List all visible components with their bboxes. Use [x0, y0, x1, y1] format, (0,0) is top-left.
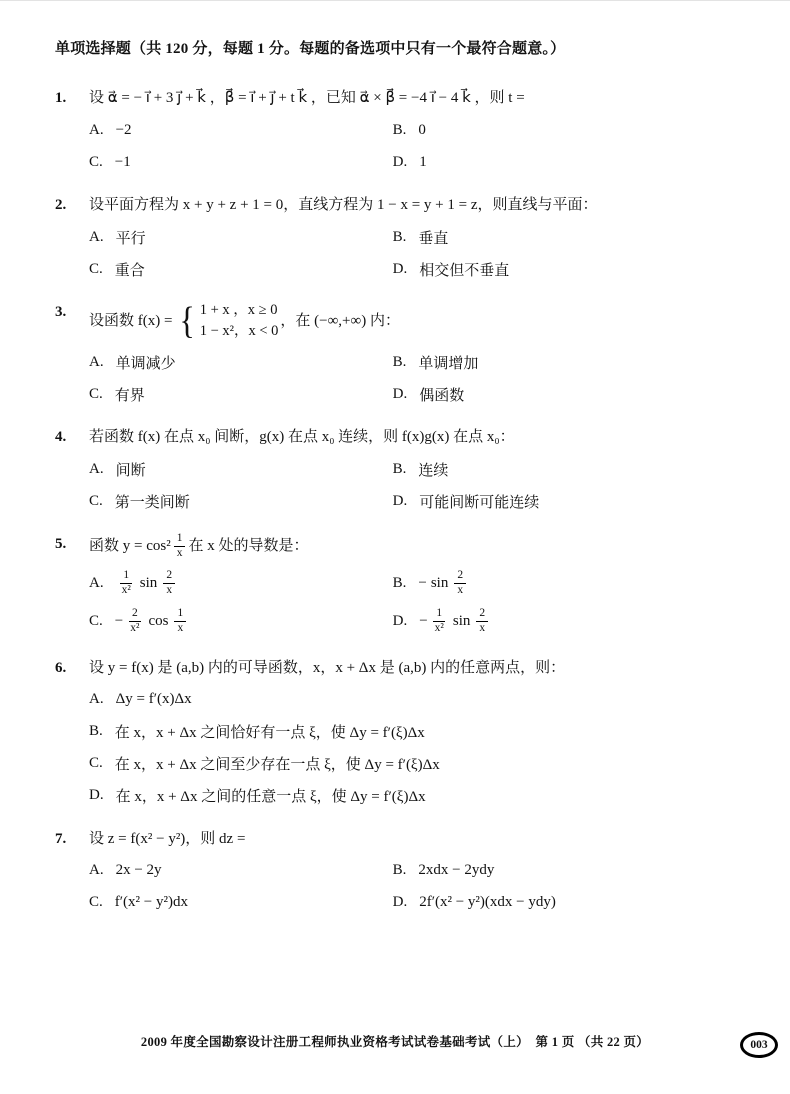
option-text: 重合: [114, 262, 145, 279]
option-c: [89, 485, 393, 517]
option-b: [393, 114, 735, 146]
fraction: [174, 532, 186, 561]
question-stem: 若函数 f(x) 在点 x₀ 间断，g(x) 在点 x₀ 连续，则 f(x)g(x) 在点 x₀：: [89, 429, 515, 446]
denominator: x²: [121, 584, 131, 597]
question-number: 6.: [55, 659, 67, 676]
numerator: 2: [129, 607, 141, 622]
option-c: [89, 603, 393, 641]
fraction: [119, 569, 134, 598]
option-c: [89, 887, 393, 919]
denominator: x: [177, 622, 184, 635]
option-c: [89, 378, 393, 410]
option-label: C.: [89, 260, 103, 277]
options-grid: [89, 346, 735, 410]
question-stem: [89, 532, 735, 561]
question-number: 5.: [55, 536, 67, 553]
numerator: 2: [163, 569, 175, 584]
option-text: 0: [418, 121, 426, 138]
option-label: A.: [89, 575, 104, 592]
option-label: B.: [392, 460, 407, 477]
option-label: A.: [89, 691, 104, 708]
option-label: A.: [89, 121, 104, 138]
option-label: C.: [89, 385, 103, 402]
option-label: C.: [89, 755, 103, 772]
option-label: D.: [392, 153, 408, 170]
option-label: C.: [89, 894, 103, 911]
question-number: 1.: [55, 90, 67, 106]
option-b: [393, 221, 735, 253]
option-label: A.: [89, 460, 104, 477]
denominator: x²: [434, 622, 444, 635]
option-text: 平行: [115, 230, 146, 247]
option-text: 第一类间断: [114, 494, 190, 511]
numerator: 1: [433, 607, 445, 622]
option-text: 有界: [114, 387, 145, 404]
option-label: D.: [392, 260, 408, 277]
option-label: B.: [89, 723, 103, 740]
stem-prefix: 函数 y = cos²: [89, 538, 171, 555]
option-label: D.: [392, 492, 408, 509]
option-c: [89, 253, 393, 285]
option-label: D.: [392, 385, 408, 402]
option-d: [393, 485, 735, 517]
option-label: A.: [89, 228, 104, 245]
option-b: [393, 565, 735, 603]
option-d: [393, 253, 735, 285]
function-name: sin: [452, 613, 471, 630]
question-number: 4.: [55, 429, 67, 446]
question-3: [55, 300, 735, 410]
option-c: [89, 146, 393, 178]
fraction: [127, 607, 142, 636]
numerator: 1: [120, 569, 132, 584]
option-label: B.: [392, 353, 407, 370]
option-label: B.: [392, 575, 407, 592]
options-list: [89, 684, 735, 812]
option-text: 2xdx − 2ydy: [418, 862, 495, 879]
minus-sign: −: [418, 575, 427, 592]
option-d: [393, 146, 735, 178]
option-label: B.: [392, 228, 407, 245]
option-label: A.: [89, 353, 104, 370]
option-b: [393, 855, 735, 887]
option-text: −2: [115, 121, 132, 138]
page-footer: [0, 1032, 790, 1050]
option-b: [393, 453, 735, 485]
option-text: f′(x² − y²)dx: [114, 894, 188, 911]
options-grid: [89, 221, 735, 285]
question-4: [55, 425, 735, 517]
exam-section-instruction: 单项选择题（共 120 分，每题 1 分。每题的备选项中只有一个最符合题意。）: [55, 41, 566, 57]
numerator: 2: [476, 607, 488, 622]
function-name: cos: [148, 613, 169, 630]
question-1: [55, 86, 735, 178]
fraction: [432, 607, 447, 636]
fraction: [476, 607, 488, 636]
question-5: [55, 532, 735, 641]
option-a: [89, 684, 735, 716]
footer-text: 2009 年度全国勘察设计注册工程师执业资格考试试卷基础考试（上） 第 1 页 （共 22 页）: [140, 1035, 650, 1049]
option-d: [393, 378, 735, 410]
numerator: 1: [174, 532, 186, 547]
question-stem: 设 α⃗ = − i⃗ + 3 j⃗ + k⃗ ，β⃗ = i⃗ + j⃗ + t k⃗ ，已知 α⃗ × β⃗ = −4 i⃗ − 4 k⃗ ，则 t =: [89, 90, 525, 106]
options-grid: [89, 565, 735, 641]
option-label: B.: [392, 862, 407, 879]
option-text: Δy = f′(x)Δx: [115, 691, 192, 708]
option-d: [393, 887, 735, 919]
question-number: 2.: [55, 197, 67, 213]
option-text: 2x − 2y: [115, 862, 162, 879]
option-b: [393, 346, 735, 378]
page-number-badge: [740, 1032, 778, 1058]
option-d: [89, 780, 735, 812]
option-label: D.: [392, 613, 408, 630]
option-b: [89, 716, 735, 748]
question-number: 7.: [55, 830, 67, 847]
option-label: C.: [89, 492, 103, 509]
question-number: 3.: [55, 304, 67, 320]
option-text: 垂直: [418, 230, 449, 247]
options-grid: [89, 453, 735, 517]
minus-sign: −: [114, 613, 124, 630]
option-a: [89, 114, 393, 146]
option-text: 单调减少: [115, 355, 176, 372]
question-2: [55, 193, 735, 285]
function-name: sin: [430, 575, 449, 592]
option-text: 间断: [115, 462, 146, 479]
options-grid: [89, 114, 735, 178]
option-text: 1: [419, 153, 427, 170]
option-text: −1: [114, 153, 131, 170]
option-label: C.: [89, 613, 103, 630]
minus-sign: −: [419, 613, 428, 630]
option-label: A.: [89, 862, 104, 879]
option-text: 在 x，x + Δx 之间至少存在一点 ξ，使 Δy = f′(ξ)Δx: [114, 757, 440, 774]
option-label: B.: [392, 121, 407, 138]
option-text: 单调增加: [418, 355, 479, 372]
fraction: [163, 569, 175, 598]
option-text: 2f′(x² − y²)(xdx − ydy): [419, 894, 556, 911]
question-stem: 设 y = f(x) 是 (a,b) 内的可导函数，x，x + Δx 是 (a,b) 内的任意两点，则：: [89, 659, 566, 676]
badge-text: 003: [750, 1039, 768, 1051]
function-name: sin: [139, 575, 158, 592]
option-c: [89, 748, 735, 780]
cases-brace: {: [179, 299, 196, 342]
cases-block: [200, 300, 279, 342]
stem-suffix: ，在 (−∞,+∞) 内：: [280, 313, 400, 330]
option-label: D.: [392, 894, 408, 911]
denominator: x: [457, 584, 464, 597]
option-label: C.: [89, 153, 103, 170]
option-a: [89, 855, 393, 887]
denominator: x²: [130, 622, 140, 635]
option-d: [393, 603, 735, 641]
option-text: 偶函数: [419, 387, 465, 404]
option-text: 连续: [418, 462, 449, 479]
option-text: 在 x，x + Δx 之间恰好有一点 ξ，使 Δy = f′(ξ)Δx: [114, 725, 425, 742]
option-a: [89, 565, 393, 603]
stem-suffix: 在 x 处的导数是：: [188, 538, 309, 555]
option-a: [89, 346, 393, 378]
case-line-1: 1 + x ，x ≥ 0: [199, 302, 278, 318]
question-6: [55, 656, 735, 812]
denominator: x: [176, 546, 183, 559]
fraction: [454, 569, 466, 598]
question-stem: [89, 300, 735, 342]
question-stem: 设 z = f(x² − y²)，则 dz =: [89, 830, 246, 847]
option-text: 可能间断可能连续: [419, 494, 540, 511]
option-a: [89, 453, 393, 485]
option-label: D.: [89, 787, 104, 804]
denominator: x: [479, 622, 486, 635]
numerator: 1: [174, 607, 186, 622]
question-7: [55, 827, 735, 919]
option-a: [89, 221, 393, 253]
fraction: [174, 607, 186, 636]
question-stem: 设平面方程为 x + y + z + 1 = 0，直线方程为 1 − x = y + 1 = z，则直线与平面：: [89, 197, 598, 213]
option-text: 在 x，x + Δx 之间的任意一点 ξ，使 Δy = f′(ξ)Δx: [115, 789, 426, 806]
options-grid: [89, 855, 735, 919]
stem-prefix: 设函数 f(x) =: [89, 313, 173, 330]
denominator: x: [166, 584, 173, 597]
case-line-2: 1 − x²，x < 0: [199, 323, 279, 340]
option-text: 相交但不垂直: [419, 262, 510, 279]
numerator: 2: [454, 569, 466, 584]
